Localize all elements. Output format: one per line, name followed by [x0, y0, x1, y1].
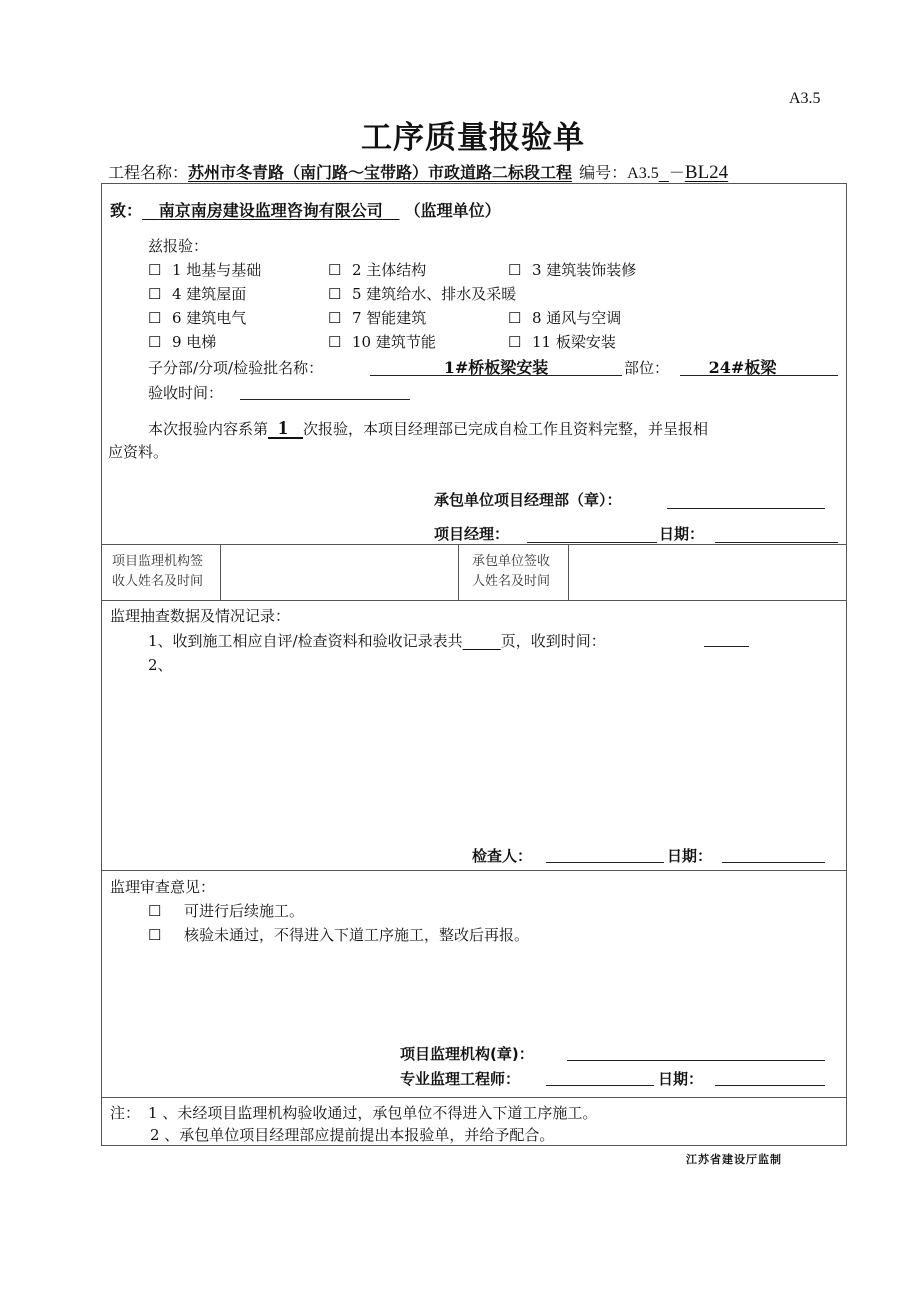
checkbox[interactable]: ☐ [328, 333, 342, 351]
contractor-seal-label: 承包单位项目经理部（章）： [434, 491, 622, 509]
checkbox[interactable]: ☐ [148, 333, 162, 351]
option-row [148, 282, 636, 306]
pm-field[interactable] [527, 542, 657, 543]
option-row [148, 306, 636, 330]
option-row [148, 330, 636, 354]
table-border-left [101, 183, 102, 1146]
contractor-sign-label-line: 人姓名及时间 [472, 574, 551, 589]
engineer-label: 专业监理工程师： [400, 1070, 521, 1088]
note-item: 2 、承包单位项目经理部应提前提出本报验单，并给予配合。 [150, 1126, 555, 1144]
pm-date-field[interactable] [715, 542, 838, 543]
inspection-date-label: 日期： [667, 847, 713, 865]
number-blank [659, 163, 669, 182]
contractor-sign-field[interactable] [570, 546, 844, 598]
supervisor-sign-label-line: 收人姓名及时间 [112, 574, 204, 589]
page-title: 工序质量报验单 [361, 120, 585, 156]
number-value: BL24 [684, 162, 729, 183]
option-label: 7 智能建筑 [352, 309, 427, 327]
number-prefix: A3.5 [627, 165, 659, 182]
number-label: 编号： [579, 163, 628, 182]
engineer-date-label: 日期： [658, 1070, 704, 1088]
contractor-sign-label-line: 承包单位签收 [472, 554, 551, 569]
statement-count[interactable] [268, 417, 303, 439]
report-intro: 兹报验： [148, 237, 209, 255]
checkbox[interactable]: ☐ [148, 261, 162, 279]
col-divider [568, 544, 569, 600]
note-item: 1 、未经项目监理机构验收通过，承包单位不得进入下道工序施工。 [148, 1104, 598, 1122]
review-option [148, 900, 304, 921]
inspector-label: 检查人： [472, 847, 533, 865]
col-divider [458, 544, 459, 600]
statement-suffix: 次报验，本项目经理部已完成自检工作且资料完整，并呈报相 [303, 420, 709, 438]
checkbox[interactable]: ☐ [328, 285, 342, 303]
option-label: 3 建筑装饰装修 [532, 261, 637, 279]
inspection-title: 监理抽查数据及情况记录： [110, 607, 291, 625]
accept-time-field[interactable] [240, 399, 410, 400]
row-divider [101, 1097, 846, 1098]
to-company [142, 201, 399, 220]
number-sep: － [668, 163, 685, 182]
option-label: 11 板梁安装 [532, 333, 616, 351]
project-name-label: 工程名称： [108, 163, 189, 182]
review-option-label: 核验未通过，不得进入下道工序施工，整改后再报。 [184, 926, 530, 944]
row-divider [101, 600, 846, 601]
to-label: 致： [110, 201, 143, 220]
option-label: 8 通风与空调 [532, 309, 622, 327]
pages-field[interactable] [463, 632, 501, 650]
checkbox[interactable]: ☐ [148, 285, 162, 303]
table-border-bottom [101, 1145, 846, 1146]
option-label: 10 建筑节能 [352, 333, 436, 351]
review-title: 监理审查意见： [110, 878, 216, 896]
review-option-label: 可进行后续施工。 [184, 902, 305, 920]
checkbox[interactable]: ☐ [508, 261, 522, 279]
org-seal-field[interactable] [567, 1060, 825, 1061]
notes-line-1 [110, 1102, 597, 1123]
org-seal-label: 项目监理机构(章)： [400, 1045, 534, 1063]
location-value[interactable]: 24#板梁 [708, 358, 777, 377]
batch-label: 子分部/分项/检验批名称： [148, 359, 324, 377]
location-label: 部位： [624, 359, 670, 377]
to-line [110, 198, 501, 221]
engineer-date-field[interactable] [715, 1085, 825, 1086]
option-label: 6 建筑电气 [172, 309, 247, 327]
accept-time-label: 验收时间： [148, 384, 224, 402]
checkbox[interactable]: ☐ [508, 309, 522, 327]
table-border-top [101, 183, 846, 184]
statement-line [148, 417, 708, 440]
option-label: 2 主体结构 [352, 261, 427, 279]
engineer-field[interactable] [546, 1085, 654, 1086]
inspection-item-2: 2、 [148, 656, 173, 674]
checkbox[interactable]: ☐ [148, 926, 162, 944]
footer-issuer: 江苏省建设厅监制 [686, 1153, 782, 1166]
row-divider [101, 544, 846, 545]
received-time-field[interactable] [704, 646, 749, 647]
supervisor-company: 南京南房建设监理咨询有限公司 [158, 201, 383, 220]
checkbox[interactable]: ☐ [148, 902, 162, 920]
option-label: 4 建筑屋面 [172, 285, 247, 303]
notes-label: 注： [110, 1104, 141, 1122]
report-count: 1 [278, 417, 289, 439]
supervisor-sign-label [112, 552, 203, 592]
row-divider [101, 870, 846, 871]
batch-value[interactable]: 1#桥板梁安装 [443, 358, 549, 377]
statement-prefix: 本次报验内容系第 [148, 420, 269, 438]
project-line [108, 160, 728, 184]
statement-cont: 应资料。 [108, 443, 169, 461]
contractor-sign-label [472, 552, 550, 592]
option-label: 9 电梯 [172, 333, 217, 351]
checkbox[interactable]: ☐ [328, 309, 342, 327]
col-divider [220, 544, 221, 600]
item1-mid: 页，收到时间： [500, 632, 606, 650]
inspection-item-1 [148, 630, 606, 651]
inspection-date-field[interactable] [722, 862, 825, 863]
supervisor-sign-field[interactable] [222, 546, 456, 598]
report-options [148, 258, 636, 354]
inspector-field[interactable] [546, 862, 664, 863]
project-name: 苏州市冬青路（南门路～宝带路）市政道路二标段工程 [188, 163, 573, 182]
option-label: 1 地基与基础 [172, 261, 262, 279]
pm-label: 项目经理： [434, 525, 510, 543]
contractor-seal-field[interactable] [667, 508, 825, 509]
supervisor-sign-label-line: 项目监理机构签 [112, 554, 204, 569]
review-option [148, 924, 529, 945]
item1-prefix: 1、收到施工相应自评/检查资料和验收记录表共 [148, 632, 463, 650]
option-label: 5 建筑给水、排水及采暖 [352, 285, 517, 303]
to-role: （监理单位） [404, 201, 501, 220]
checkbox[interactable]: ☐ [328, 261, 342, 279]
pm-date-label: 日期： [659, 525, 705, 543]
checkbox[interactable]: ☐ [508, 333, 522, 351]
checkbox[interactable]: ☐ [148, 309, 162, 327]
form-code: A3.5 [789, 90, 821, 107]
table-border-right [846, 183, 847, 1146]
option-row [148, 258, 636, 282]
